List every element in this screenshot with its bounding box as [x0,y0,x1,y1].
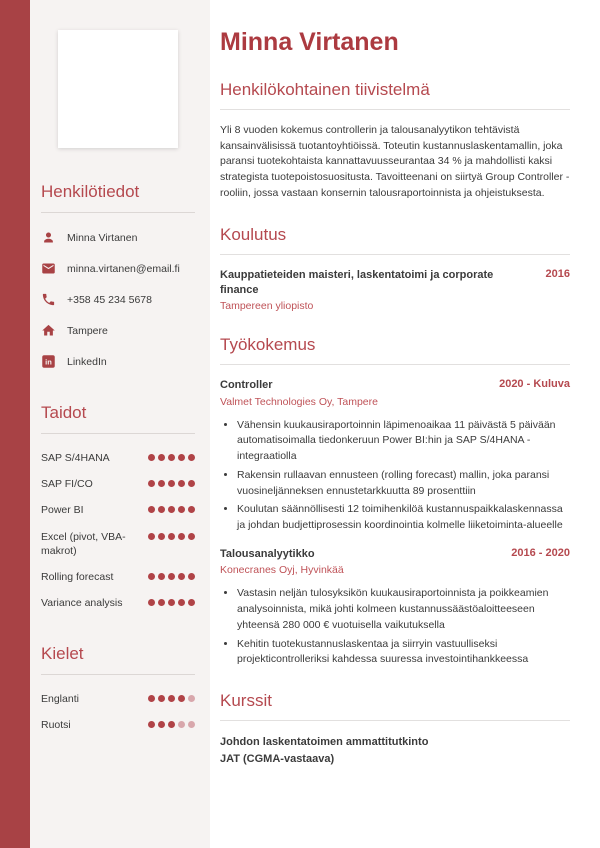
rating-dot-filled [148,480,155,487]
job-bullets [220,418,570,534]
contact-item[interactable] [41,261,195,276]
job-bullet: • Kehitin tuotekustannuslaskentaa ja siirryin vastuulliseksi projekticontrolleriksi kahdessa suuressa investointihankkeessa [237,637,570,669]
page-title: Minna Virtanen [220,28,399,56]
rating-dot-filled [178,573,185,580]
rating-dot-filled [188,454,195,461]
rating-dot-filled [148,573,155,580]
section-summary [220,80,570,202]
rating-dot-filled [168,454,175,461]
email-icon [41,261,56,276]
rating-dot-filled [148,533,155,540]
section-heading-summary: Henkilökohtainen tiivistelmä [220,79,430,99]
education-list [220,268,570,313]
rating-row [41,596,195,610]
rating-dot-filled [158,480,165,487]
rating-dot-filled [168,721,175,728]
sidebar-heading-languages: Kielet [41,644,84,664]
rating-dot-filled [158,533,165,540]
rating-dots [148,692,195,706]
rating-dot-filled [178,506,185,513]
rating-label: Ruotsi [41,719,71,732]
home-icon [41,323,56,338]
rating-dot-filled [178,480,185,487]
rating-dot-filled [188,599,195,606]
school-name: Tampereen yliopisto [220,300,314,313]
summary-text: Yli 8 vuoden kokemus controllerin ja talousanalyytikon tehtävistä kansainvälisissä tuotantoyhtiöissä. Toteutin kustannuslaskentamallin, joka paransi tuotekohtaista kannattavuusseurantaa 34 % ja mahdollisti kaksi strategista tuotepoistosuositusta. Tavoitteenani on siirtyä Group Controller - rooliin, jossa vastaan konsernin talousraportoinnista ja ohjeistuksesta. [220,123,570,199]
rating-dots [148,477,195,491]
profile-photo-placeholder [58,30,178,148]
contact-label: Minna Virtanen [67,231,138,244]
job-bullet: • Rakensin rullaavan ennusteen (rolling forecast) mallin, joka paransi vuosineljänneksen ennustetarkkuutta 89 prosenttiin [237,468,570,500]
job-bullet: • Vastasin neljän tulosyksikön kuukausiraportoinnista ja poikkeamien analysoinnista, mikä johti kolmeen kustannussäästöaloitteeseen yhteensä 280 000 € vuotuisella vaikutuksella [237,586,570,633]
education-entry [220,268,570,313]
rating-label: Excel (pivot, VBA-makrot) [41,530,126,557]
rating-dots [148,596,195,610]
divider [41,674,195,675]
divider [220,364,570,365]
rating-dot-filled [148,506,155,513]
job-bullet: • Vähensin kuukausiraportoinnin läpimenoaikaa 11 päivästä 5 päivään automatisoimalla tiedonkeruun Power BI:hin ja SAP S/4HANA - integraatiolla [237,418,570,465]
job-bullets [220,586,570,668]
rating-dot-filled [168,573,175,580]
rating-label: SAP S/4HANA [41,452,110,464]
rating-dot-filled [188,480,195,487]
contact-label: LinkedIn [67,355,107,368]
entry-header [220,378,570,393]
rating-dot-filled [158,573,165,580]
contact-item [41,323,195,338]
languages-list [41,692,195,732]
rating-dot-filled [158,721,165,728]
job-entry [220,547,570,668]
entry-header [220,547,570,562]
job-bullet: • Koulutan säännöllisesti 12 toimihenkilöä kustannuspaikkalaskennassa ja johdan budjettiprosessin koordinointia kolmelle liiketoiminta-alueelle [237,502,570,534]
rating-dots [148,530,195,558]
contact-item [41,292,195,307]
section-heading-experience: Työkokemus [220,335,316,355]
rating-dots [148,503,195,517]
rating-dot-filled [178,695,185,702]
divider [41,433,195,434]
jobs-list [220,378,570,668]
rating-dot-filled [158,506,165,513]
rating-row [41,718,195,732]
contact-label: +358 45 234 5678 [67,293,152,306]
rating-dots [148,570,195,584]
contact-item[interactable] [41,354,195,369]
rating-dot-filled [178,599,185,606]
rating-row [41,477,195,491]
svg-text:in: in [45,357,52,367]
job-title: Talousanalyytikko [220,547,315,560]
divider [220,109,570,110]
rating-label: Power BI [41,504,84,517]
rating-dot-filled [168,480,175,487]
rating-dot-empty [188,695,195,702]
phone-icon [41,292,56,307]
rating-dot-filled [148,695,155,702]
rating-dot-filled [148,599,155,606]
rating-dot-filled [158,599,165,606]
main-column [210,0,600,848]
rating-row [41,570,195,584]
rating-dot-empty [178,721,185,728]
job-entry [220,378,570,534]
course-subtitle: JAT (CGMA-vastaava) [220,753,335,766]
rating-dot-filled [188,506,195,513]
section-experience [220,335,570,668]
rating-dot-filled [178,454,185,461]
rating-row [41,451,195,465]
skills-list [41,451,195,610]
sidebar-heading-contact: Henkilötiedot [41,182,140,201]
rating-dot-empty [188,721,195,728]
rating-dot-filled [188,573,195,580]
rating-dot-filled [188,533,195,540]
contact-item [41,230,195,245]
rating-dot-filled [178,533,185,540]
rating-dot-filled [148,454,155,461]
divider [220,254,570,255]
job-date: 2020 - Kuluva [499,378,570,391]
rating-label: Variance analysis [41,597,123,610]
contact-list [41,230,195,369]
contact-label: minna.virtanen@email.fi [67,262,180,275]
rating-dots [148,451,195,465]
rating-label: Rolling forecast [41,570,114,583]
rating-dot-filled [158,454,165,461]
course-title: Johdon laskentatoimen ammattitutkinto [220,736,429,749]
section-heading-education: Koulutus [220,224,287,244]
degree-title: Kauppatieteiden maisteri, laskentatoimi ja corporate finance [220,268,494,296]
section-courses [220,691,570,768]
rating-dot-filled [148,721,155,728]
rating-dot-filled [168,533,175,540]
job-title: Controller [220,379,273,392]
divider [41,212,195,213]
job-date: 2016 - 2020 [511,546,570,559]
rating-dot-filled [168,506,175,513]
section-education [220,225,570,313]
linkedin-icon [41,354,56,369]
rating-label: SAP FI/CO [41,478,93,491]
education-date: 2016 [545,267,570,280]
sidebar [30,0,210,848]
contact-label: Tampere [67,324,108,337]
rating-row [41,530,195,558]
divider [220,720,570,721]
left-accent-bar [0,0,30,848]
entry-header [220,268,570,299]
person-icon [41,230,56,245]
rating-dot-filled [168,599,175,606]
course-entry [220,734,570,768]
company-name: Konecranes Oyj, Hyvinkää [220,564,344,577]
rating-label: Englanti [41,693,79,706]
section-heading-courses: Kurssit [220,691,272,711]
company-name: Valmet Technologies Oy, Tampere [220,395,378,408]
sidebar-heading-skills: Taidot [41,403,87,422]
rating-row [41,503,195,517]
rating-dot-filled [158,695,165,702]
rating-row [41,692,195,706]
rating-dot-filled [168,695,175,702]
courses-list [220,734,570,768]
rating-dots [148,718,195,732]
